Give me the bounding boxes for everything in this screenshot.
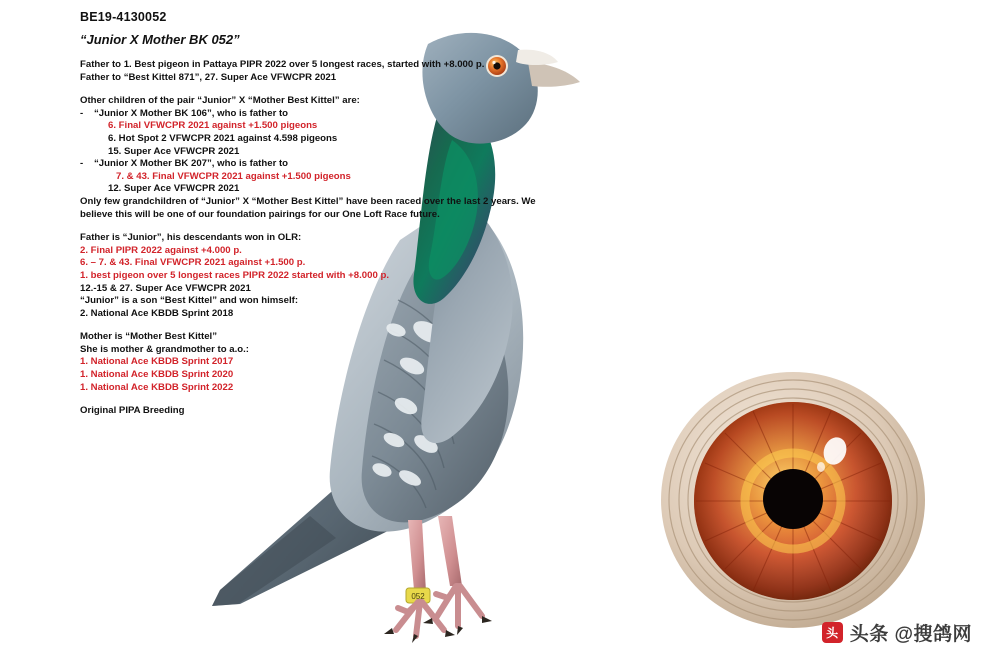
text-line: Father to “Best Kittel 871”, 27. Super Ace VFWCPR 2021 <box>80 71 337 83</box>
text-line: 2. National Ace KBDB Sprint 2018 <box>80 307 234 319</box>
text-line: 1. National Ace KBDB Sprint 2020 <box>80 369 234 381</box>
block-father-junior <box>80 232 550 320</box>
text-line: 1. National Ace KBDB Sprint 2017 <box>80 356 234 368</box>
ring-id: BE19-4130052 <box>80 10 167 24</box>
text-line: 1. National Ace KBDB Sprint 2022 <box>80 381 234 393</box>
text-line: 1. best pigeon over 5 longest races PIPR 2022 started with +8.000 p. <box>80 269 389 281</box>
text-line: Mother is “Mother Best Kittel” <box>80 331 217 343</box>
text-line: 12.-15 & 27. Super Ace VFWCPR 2021 <box>80 282 251 294</box>
pigeon-legs <box>384 516 492 643</box>
page-title: “Junior X Mother BK 052” <box>80 32 240 47</box>
text-line: Original PIPA Breeding <box>80 405 185 417</box>
pigeon-eye-photo <box>645 355 945 645</box>
text-line: 12. Super Ace VFWCPR 2021 <box>108 183 240 195</box>
text-line: 7. & 43. Final VFWCPR 2021 against +1.500 pigeons <box>116 170 351 182</box>
pigeon-eye-svg <box>645 355 945 645</box>
text-line: Father is “Junior”, his descendants won in OLR: <box>80 232 302 244</box>
watermark-text: 头条 @搜鸽网 <box>849 624 972 645</box>
watermark <box>822 619 972 646</box>
text-line: 6. Final VFWCPR 2021 against +1.500 pigeons <box>108 120 318 132</box>
eye-highlight-small <box>817 462 825 472</box>
text-line <box>80 108 550 121</box>
pedigree-blocks <box>80 59 550 418</box>
text-line: 6. Hot Spot 2 VFWCPR 2021 against 4.598 pigeons <box>108 132 338 144</box>
leg-band-text: 052 <box>411 592 425 601</box>
text-line-label: “Junior X Mother BK 106”, who is father to <box>94 107 289 119</box>
text-line: 2. Final PIPR 2022 against +4.000 p. <box>80 244 242 256</box>
text-line-label: “Junior X Mother BK 207”, who is father to <box>94 158 289 170</box>
text-line: 6. – 7. & 43. Final VFWCPR 2021 against +1.500 p. <box>80 257 306 269</box>
text-line: She is mother & grandmother to a.o.: <box>80 343 249 355</box>
pedigree-text-panel <box>80 10 550 429</box>
text-line <box>80 158 550 171</box>
block-mother <box>80 331 550 394</box>
watermark-badge-icon: 头 <box>822 622 843 643</box>
text-line: “Junior” is a son “Best Kittel” and won himself: <box>80 295 299 307</box>
block-breeding <box>80 405 550 418</box>
text-line: 15. Super Ace VFWCPR 2021 <box>108 145 240 157</box>
list-dash: - <box>80 158 84 170</box>
eye-pupil <box>763 469 823 529</box>
text-line: Other children of the pair “Junior” X “Mother Best Kittel” are: <box>80 95 360 107</box>
block-father-of <box>80 59 550 84</box>
text-line: Only few grandchildren of “Junior” X “Mother Best Kittel” have been raced over the last 2 years. We believe this will be one of our foundation pairings for our One Loft Race future. <box>80 195 536 220</box>
block-other-children <box>80 95 550 221</box>
list-dash: - <box>80 107 84 119</box>
text-line: Father to 1. Best pigeon in Pattaya PIPR 2022 over 5 longest races, started with +8.000 p. <box>80 59 485 70</box>
